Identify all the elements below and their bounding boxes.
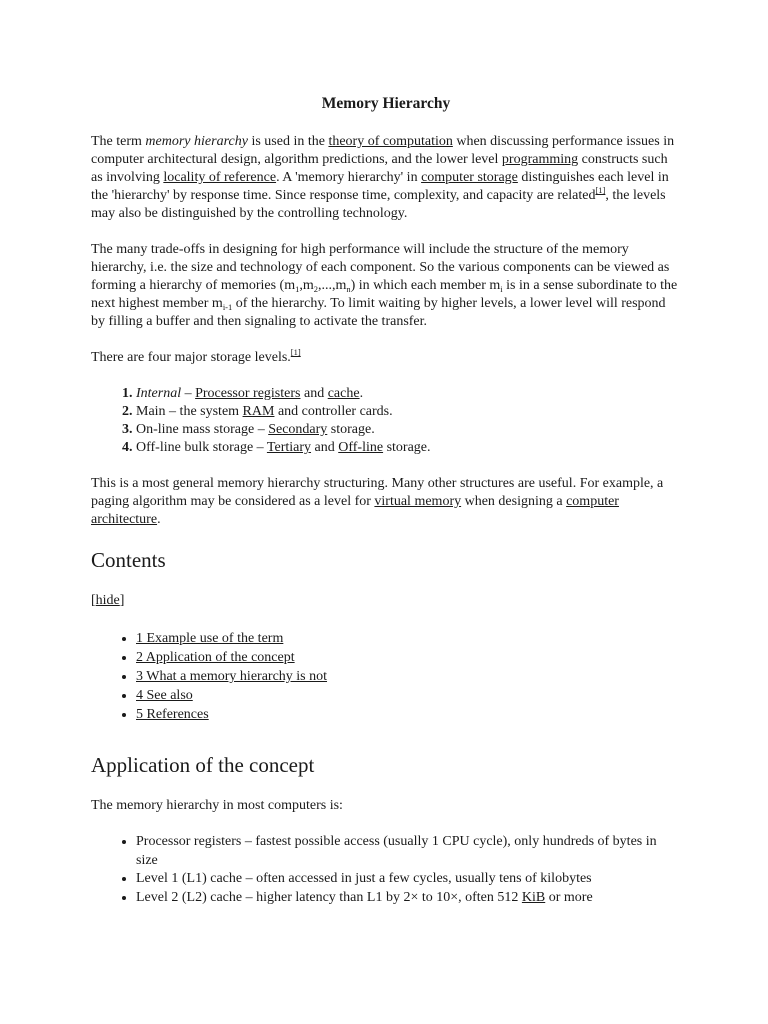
text: and [311,440,339,455]
list-item [136,889,681,908]
list-item: • Level 1 (L1) cache – often accessed in just a few cycles, usually tens of kilobytes [136,870,681,889]
toc-link[interactable]: 3 What a memory hierarchy is not [136,669,328,684]
text: or more [545,889,593,905]
list-item [136,385,681,403]
text: – [181,386,196,401]
link-off-line[interactable]: Off-line [338,440,384,455]
toc-link[interactable]: 2 Application of the concept [136,650,295,665]
text: The term [91,134,146,149]
toc-item [136,667,681,686]
link-locality-of-reference[interactable]: locality of reference [163,170,277,185]
link-theory-of-computation[interactable]: theory of computation [328,134,453,149]
text: Main – the system [136,404,243,419]
text: ) in which each member m [350,278,501,293]
reference-link[interactable]: [1] [290,347,301,357]
toc-toggle [91,592,681,610]
text: storage. [383,440,431,455]
toc-item [136,629,681,648]
text: . [359,386,364,401]
toc-link[interactable]: 1 Example use of the term [136,631,284,646]
text: . [157,512,161,527]
text: On-line mass storage – [136,422,269,437]
storage-levels-intro [91,349,681,367]
text: ,...,m [317,278,347,293]
text: This is a most general memory hierarchy structuring. Many other structures are useful. For example, a paging algorithm may be considered as a level for [91,476,664,509]
text: when discussing performance issues in computer architectural design, algorithm predictions, and the lower level [91,134,675,167]
link-programming[interactable]: programming [501,152,579,167]
list-item: • Processor registers – fastest possible access (usually 1 CPU cycle), only hundreds of bytes in size [136,833,681,870]
text: storage. [327,422,375,437]
bracket: ] [119,593,125,608]
contents-heading: Contents [91,548,166,572]
text: The many trade-offs in designing for high performance will include the structure of the memory hierarchy, i.e. the size and technology of each component. So the various components can be viewed as forming a hierarchy of memories (m [91,242,670,293]
text: and controller cards. [274,404,393,419]
text: ,m [299,278,314,293]
subscript: 2 [313,284,318,294]
text: is used in the [247,134,329,149]
emphasis-term: memory hierarchy [145,134,248,149]
application-heading: Application of the concept [91,753,315,777]
page-title: Memory Hierarchy [321,95,451,112]
subscript: 1 [295,284,300,294]
text: . A 'memory hierarchy' in [276,170,422,185]
link-computer-storage[interactable]: computer storage [421,170,518,185]
text: is in a sense subordinate to the next highest member m [91,278,678,311]
link-ram[interactable]: RAM [242,404,275,419]
text: distinguishes each level in the 'hierarchy' by response time. Since response time, complexity, and capacity are related [91,170,669,203]
text: There are four major storage levels. [91,350,291,365]
link-tertiary[interactable]: Tertiary [266,440,312,455]
table-of-contents [91,629,681,724]
link-processor-registers[interactable]: Processor registers [195,386,301,401]
document-body [91,94,681,907]
text: , the levels may also be distinguished by the controlling technology. [91,188,666,221]
tradeoffs-paragraph [91,241,681,331]
general-structuring-paragraph [91,475,681,529]
link-virtual-memory[interactable]: virtual memory [374,494,462,509]
subscript: i [500,284,503,294]
hide-toc-link[interactable]: hide [95,593,120,608]
emphasis-term: Internal [136,386,182,401]
storage-levels-list [91,385,681,457]
toc-item [136,648,681,667]
bracket: [ [91,593,96,608]
application-intro: The memory hierarchy in most computers is: [91,798,343,813]
text: Level 2 (L2) cache – higher latency than L1 by 2× to 10×, often 512 [136,889,522,905]
list-item [136,403,681,421]
toc-item [136,686,681,705]
toc-item [136,705,681,724]
link-computer-architecture[interactable]: computer architecture [91,494,619,527]
text: and [300,386,328,401]
subscript: i-1 [222,302,233,312]
text: when designing a [461,494,567,509]
link-cache[interactable]: cache [327,386,360,401]
toc-link[interactable]: 4 See also [136,688,193,703]
link-kib[interactable]: KiB [521,889,546,905]
memory-hierarchy-list [91,833,681,907]
list-item [136,439,681,457]
list-item [136,421,681,439]
text: constructs such as involving [91,152,668,185]
text: of the hierarchy. To limit waiting by higher levels, a lower level will respond by filling a buffer and then signaling to activate the transfer. [91,296,666,329]
reference-link[interactable]: [1] [595,185,606,195]
link-secondary[interactable]: Secondary [268,422,328,437]
toc-link[interactable]: 5 References [136,707,209,722]
text: Off-line bulk storage – [136,440,267,455]
subscript: n [346,284,351,294]
intro-paragraph [91,133,681,223]
